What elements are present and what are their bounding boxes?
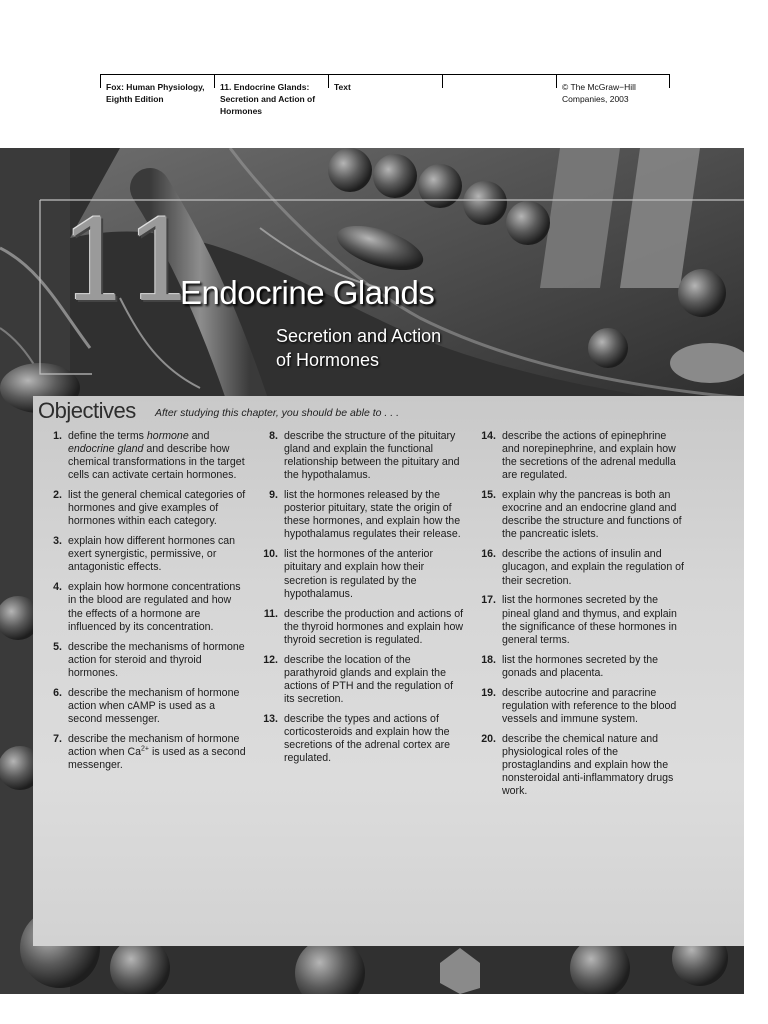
objective-text: describe the types and actions of corticosteroids and explain how the secretions of the adrenal cortex are regulated. [284, 712, 451, 765]
objective-text: explain why the pancreas is both an exocrine and an endocrine gland and describe the structure and functions of the pancreatic islets. [502, 489, 682, 541]
objective-term: hormone [146, 430, 189, 442]
objective-text: describe the mechanism of hormone action when Ca [68, 732, 240, 758]
objective-text: explain how different hormones can exert synergistic, permissive, or antagonistic effects. [68, 535, 236, 574]
objective-item [256, 548, 466, 600]
objective-term: endocrine gland [68, 443, 144, 456]
objective-text: describe the location of the parathyroid glands and explain the actions of PTH and the regulation of its secretion. [284, 653, 454, 705]
objective-number: 2. [53, 489, 62, 502]
objective-number: 13. [263, 712, 278, 725]
subtitle-line-2: of Hormones [276, 350, 380, 370]
objective-number: 20. [481, 732, 496, 745]
objective-text: list the hormones secreted by the gonads and placenta. [502, 653, 659, 679]
objective-number: 16. [481, 548, 496, 561]
header-divider [328, 74, 329, 88]
objective-number: 8. [269, 430, 278, 442]
header-divider [100, 74, 101, 88]
objective-text: describe the actions of epinephrine and norepinephrine, and explain how the secretions of the adrenal medulla are regulated. [502, 430, 676, 482]
objectives-heading: Objectives [38, 398, 136, 423]
header-rule [100, 74, 670, 75]
objective-text: describe the mechanisms of hormone action for steroid and thyroid hormones. [68, 640, 245, 679]
objective-item [256, 713, 466, 765]
objective-text: and [188, 430, 210, 442]
objective-number: 15. [481, 489, 496, 502]
objective-item [256, 608, 466, 647]
header-divider [669, 74, 670, 88]
objective-number: 10. [263, 548, 278, 561]
objective-text: describe the actions of insulin and glucagon, and explain the regulation of their secretion. [502, 548, 684, 587]
superscript: 2+ [141, 745, 150, 753]
objective-text: list the hormones secreted by the pineal gland and thymus, and explain the significance of these hormones in general terms. [502, 594, 677, 646]
chapter-number: 11 [60, 197, 191, 327]
subtitle-line-1: Secretion and Action [276, 326, 442, 346]
header-chapter-title: 11. Endocrine Glands: Secretion and Action of Hormones [220, 82, 316, 116]
objective-number: 12. [263, 653, 278, 666]
objective-item [474, 687, 684, 726]
objective-number: 7. [53, 732, 62, 745]
objective-text: explain how hormone concentrations in the blood are regulated and how the effects of a hormone are influenced by its concentration. [68, 581, 241, 633]
header-section: Text [334, 82, 351, 92]
objective-item [474, 594, 684, 646]
header-divider [442, 74, 443, 88]
objective-item [474, 430, 684, 482]
header-book-title: Fox: Human Physiology, Eighth Edition [106, 82, 205, 104]
objective-number: 3. [53, 535, 62, 548]
objective-number: 6. [53, 686, 62, 699]
objective-number: 18. [481, 653, 496, 666]
objective-text: and describe how chemical transformations in the target cells can activate certain hormones. [68, 443, 245, 482]
objective-number: 14. [481, 430, 496, 442]
running-header [100, 74, 670, 114]
objective-item [474, 654, 684, 680]
objectives-column-1 [40, 430, 248, 779]
objective-number: 5. [53, 640, 62, 653]
objective-number: 17. [481, 594, 496, 607]
objective-item [40, 535, 248, 574]
objective-item [256, 489, 466, 541]
header-divider [556, 74, 557, 88]
objective-item [40, 687, 248, 726]
objective-text: list the hormones of the anterior pituitary and explain how their secretion is regulated by the hypothalamus. [284, 548, 433, 600]
objectives-column-2 [256, 430, 466, 772]
objective-item [40, 733, 248, 772]
header-divider [214, 74, 215, 88]
objectives-intro: After studying this chapter, you should be able to . . . [155, 407, 399, 419]
objective-number: 11. [263, 607, 278, 620]
objective-item [256, 430, 466, 482]
chapter-title: Endocrine Glands [180, 274, 435, 311]
objective-number: 19. [481, 686, 496, 699]
objective-number: 1. [53, 430, 62, 442]
objective-item [256, 654, 466, 706]
objective-item [40, 581, 248, 633]
header-copyright: © The McGraw−Hill Companies, 2003 [562, 82, 636, 104]
objective-number: 4. [53, 581, 62, 594]
objective-number: 9. [269, 489, 278, 502]
objectives-column-3 [474, 430, 684, 805]
objective-item [40, 430, 248, 482]
objective-item [40, 489, 248, 528]
objective-text: list the hormones released by the posterior pituitary, state the origin of these hormones, and explain how the hypothalamus regulates their release. [284, 489, 461, 541]
objective-text: list the general chemical categories of hormones and give examples of hormones within each category. [68, 489, 246, 528]
objective-text: describe the mechanism of hormone action when cAMP is used as a second messenger. [68, 686, 240, 725]
objective-text: define the terms [68, 430, 147, 442]
objective-text: describe the production and actions of the thyroid hormones and explain how thyroid secretion is regulated. [284, 607, 464, 646]
objective-text: describe autocrine and paracrine regulation with reference to the blood vessels and immune system. [502, 686, 677, 725]
objective-text: is used as a second messenger. [68, 745, 246, 771]
objective-item [474, 548, 684, 587]
objective-text: describe the chemical nature and physiological roles of the prostaglandins and explain how the nonsteroidal anti-inflammatory drugs work. [502, 732, 674, 798]
objective-item [474, 733, 684, 798]
objective-item [474, 489, 684, 541]
chapter-subtitle [276, 324, 441, 372]
objective-item [40, 641, 248, 680]
objective-text: describe the structure of the pituitary gland and explain the functional relationship between the pituitary and the hypothalamus. [284, 430, 460, 482]
